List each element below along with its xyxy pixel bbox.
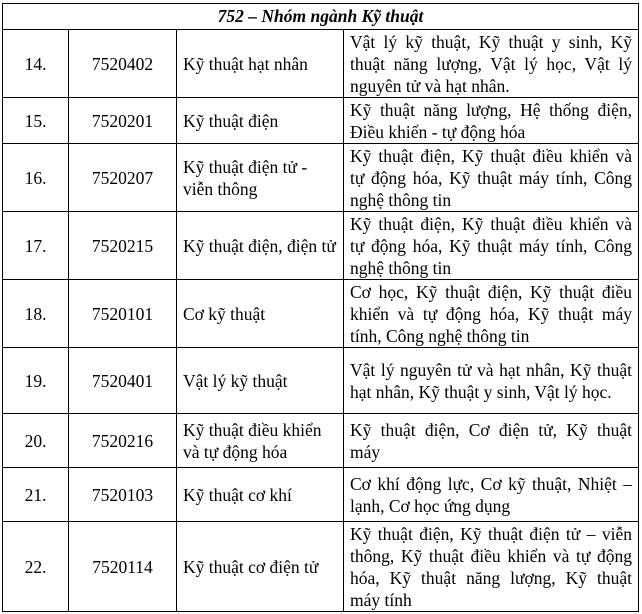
table-row (3, 522, 639, 612)
major-code: 7520216 (69, 414, 177, 468)
row-number: 14. (3, 30, 69, 98)
related-majors: Cơ khí động lực, Cơ kỹ thuật, Nhiệt – lạnh, Cơ học ứng dụng (344, 468, 639, 522)
table-row (3, 414, 639, 468)
row-number: 16. (3, 144, 69, 212)
related-majors: Kỹ thuật điện, Kỹ thuật điện tử – viễn thông, Kỹ thuật điều khiển và tự động hóa, Kỹ thuật năng lượng, Kỹ thuật máy tính (344, 522, 639, 612)
related-majors: Cơ học, Kỹ thuật điện, Kỹ thuật điều khiển và tự động hóa, Kỹ thuật máy tính, Công nghệ thông tin (344, 280, 639, 348)
major-code: 7520101 (69, 280, 177, 348)
related-majors: Kỹ thuật điện, Cơ điện tử, Kỹ thuật máy (344, 414, 639, 468)
major-code: 7520402 (69, 30, 177, 98)
major-name: Kỹ thuật điều khiển và tự động hóa (177, 414, 344, 468)
major-code: 7520103 (69, 468, 177, 522)
table-row (3, 98, 639, 144)
related-majors: Kỹ thuật điện, Kỹ thuật điều khiển và tự động hóa, Kỹ thuật máy tính, Công nghệ thông tin (344, 144, 639, 212)
row-number: 19. (3, 348, 69, 414)
major-code: 7520215 (69, 212, 177, 280)
table-row (3, 212, 639, 280)
major-code: 7520201 (69, 98, 177, 144)
related-majors: Vật lý kỹ thuật, Kỹ thuật y sinh, Kỹ thuật năng lượng, Vật lý học, Vật lý nguyên tử và hạt nhân. (344, 30, 639, 98)
table-row (3, 468, 639, 522)
table-row (3, 280, 639, 348)
group-title: 752 – Nhóm ngành Kỹ thuật (3, 4, 639, 30)
major-name: Cơ kỹ thuật (177, 280, 344, 348)
group-header-row (3, 4, 639, 30)
major-name: Kỹ thuật cơ khí (177, 468, 344, 522)
major-name: Kỹ thuật điện (177, 98, 344, 144)
row-number: 17. (3, 212, 69, 280)
major-name: Kỹ thuật hạt nhân (177, 30, 344, 98)
major-name: Vật lý kỹ thuật (177, 348, 344, 414)
table-row (3, 30, 639, 98)
row-number: 21. (3, 468, 69, 522)
related-majors: Kỹ thuật năng lượng, Hệ thống điện, Điều khiển - tự động hóa (344, 98, 639, 144)
major-code: 7520401 (69, 348, 177, 414)
major-code: 7520207 (69, 144, 177, 212)
row-number: 22. (3, 522, 69, 612)
row-number: 18. (3, 280, 69, 348)
major-name: Kỹ thuật điện tử - viễn thông (177, 144, 344, 212)
row-number: 15. (3, 98, 69, 144)
related-majors: Vật lý nguyên tử và hạt nhân, Kỹ thuật hạt nhân, Kỹ thuật y sinh, Vật lý học. (344, 348, 639, 414)
major-name: Kỹ thuật điện, điện tử (177, 212, 344, 280)
table-row (3, 144, 639, 212)
table-row (3, 348, 639, 414)
row-number: 20. (3, 414, 69, 468)
related-majors: Kỹ thuật điện, Kỹ thuật điều khiển và tự động hóa, Kỹ thuật máy tính, Công nghệ thông tin (344, 212, 639, 280)
major-code: 7520114 (69, 522, 177, 612)
majors-table (2, 3, 639, 612)
major-name: Kỹ thuật cơ điện tử (177, 522, 344, 612)
